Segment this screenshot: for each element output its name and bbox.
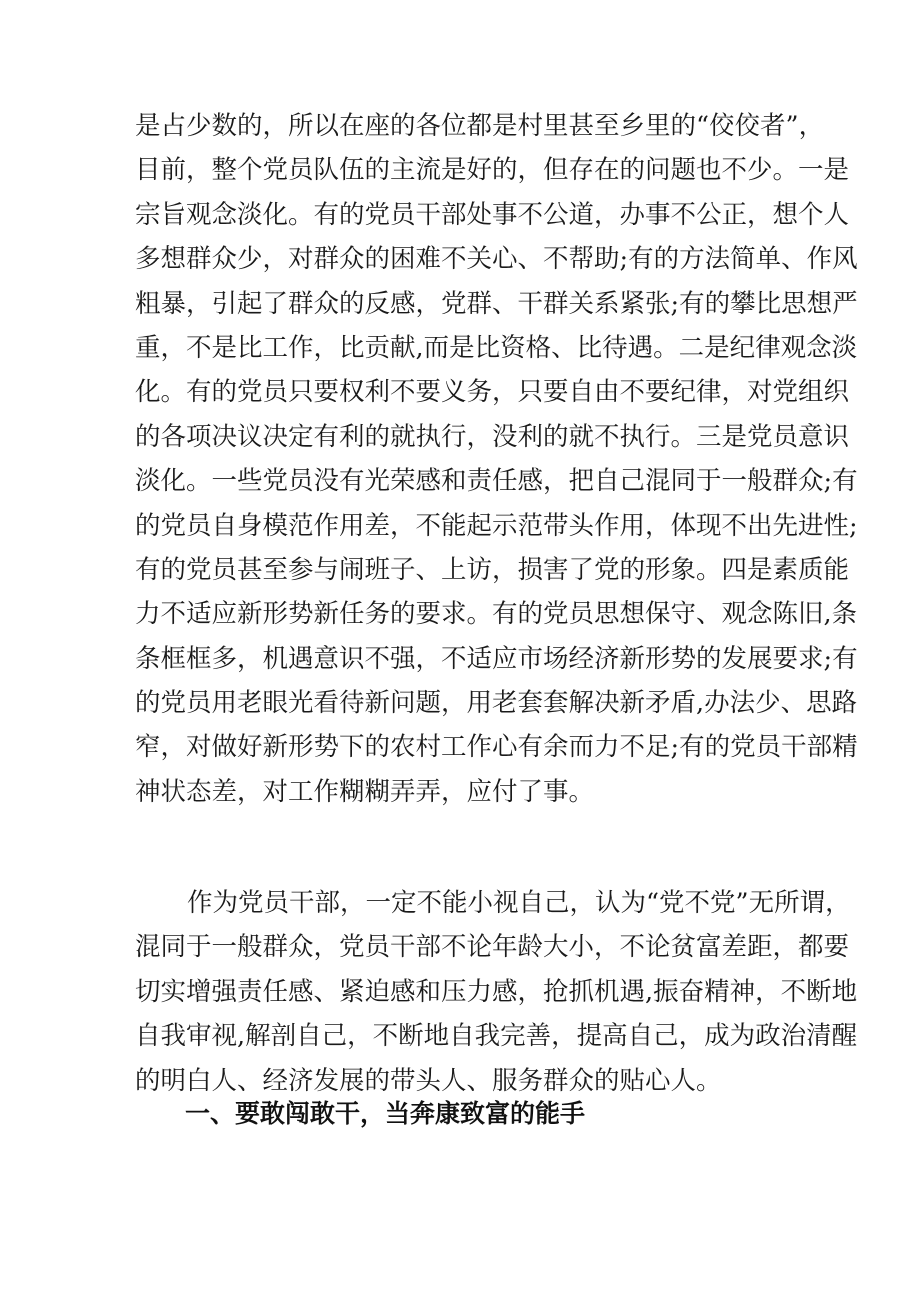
paragraph-line: 目前，整个党员队伍的主流是好的，但存在的问题也不少。一是	[135, 155, 850, 186]
paragraph-line: 条框框多，机遇意识不强，不适应市场经济新形势的发展要求;有	[135, 643, 858, 674]
paragraph-line: 的党员自身模范作用差，不能起示范带头作用，体现不出先进性;	[135, 510, 858, 541]
paragraph-line: 宗旨观念淡化。有的党员干部处事不公道，办事不公正，想个人	[135, 199, 850, 230]
paragraph-line: 窄，对做好新形势下的农村工作心有余而力不足;有的党员干部精	[135, 732, 858, 763]
paragraph-line: 化。有的党员只要权利不要义务，只要自由不要纪律，对党组织	[135, 377, 850, 408]
paragraph-line: 粗暴，引起了群众的反感，党群、干群关系紧张;有的攀比思想严	[135, 288, 858, 319]
paragraph-line: 多想群众少，对群众的困难不关心、不帮助;有的方法简单、作风	[135, 244, 858, 275]
paragraph-line: 作为党员干部，一定不能小视自己，认为“党不党”无所谓，	[187, 888, 851, 918]
paragraph-line: 的明白人、经济发展的带头人、服务群众的贴心人。	[135, 1065, 722, 1096]
paragraph-line: 重，不是比工作，比贡献,而是比资格、比待遇。二是纪律观念淡	[135, 332, 858, 363]
paragraph-line: 切实增强责任感、紧迫感和压力感，抢抓机遇,振奋精神，不断地	[135, 976, 858, 1007]
section-heading: 一、要敢闯敢干，当奔康致富的能手	[185, 1099, 586, 1128]
paragraph-line: 混同于一般群众，党员干部不论年龄大小，不论贫富差距，都要	[135, 932, 850, 963]
paragraph-line: 力不适应新形势新任务的要求。有的党员思想保守、观念陈旧,条	[135, 599, 858, 630]
paragraph-line: 的各项决议决定有利的就执行，没利的就不执行。三是党员意识	[135, 421, 850, 452]
paragraph-line: 的党员用老眼光看待新问题，用老套套解决新矛盾,办法少、思路	[135, 688, 858, 719]
paragraph-line: 神状态差，对工作糊糊弄弄，应付了事。	[135, 776, 595, 807]
body-paragraph-1	[135, 104, 858, 814]
paragraph-line: 自我审视,解剖自己，不断地自我完善，提高自己，成为政治清醒	[135, 1021, 858, 1052]
paragraph-line: 有的党员甚至参与闹班子、上访，损害了党的形象。四是素质能	[135, 554, 850, 585]
body-paragraph-2	[135, 881, 858, 1103]
paragraph-line: 淡化。一些党员没有光荣感和责任感，把自己混同于一般群众;有	[135, 466, 858, 497]
paragraph-line: 是占少数的，所以在座的各位都是村里甚至乡里的“佼佼者”，	[135, 111, 825, 141]
